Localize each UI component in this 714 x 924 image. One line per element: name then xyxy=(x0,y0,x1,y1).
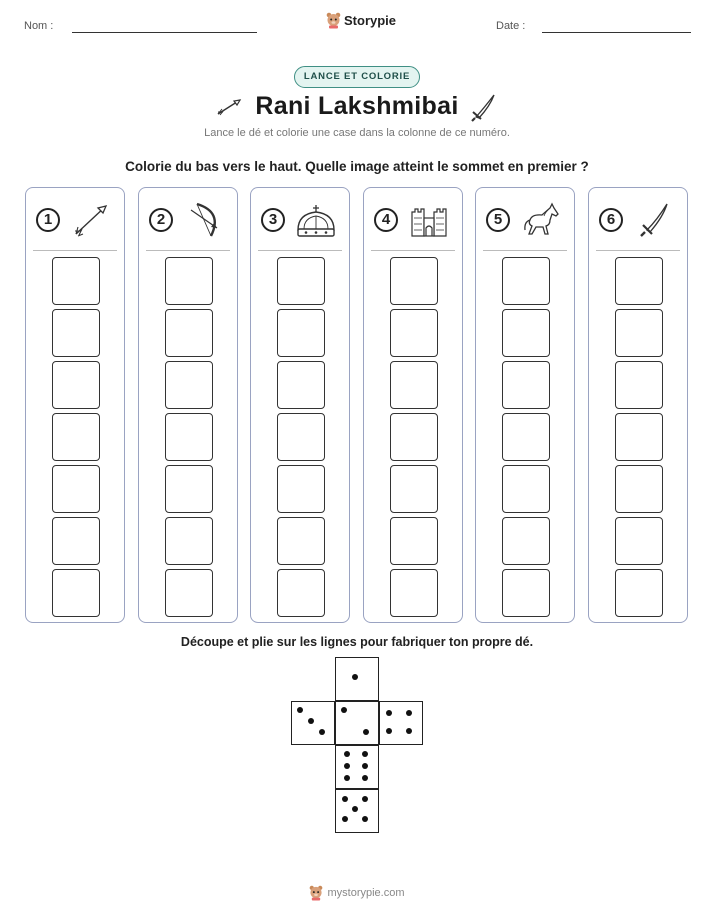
color-cell[interactable] xyxy=(165,569,213,617)
column-divider xyxy=(596,250,680,251)
color-cell[interactable] xyxy=(615,309,663,357)
color-cell[interactable] xyxy=(502,517,550,565)
die-face-1 xyxy=(335,657,379,701)
column-divider xyxy=(258,250,342,251)
column-number: 4 xyxy=(374,208,398,232)
color-cell[interactable] xyxy=(277,465,325,513)
color-cell[interactable] xyxy=(615,569,663,617)
column-number: 6 xyxy=(599,208,623,232)
pip xyxy=(308,718,314,724)
instruction-text: Colorie du bas vers le haut. Quelle image atteint le sommet en premier ? xyxy=(125,159,589,174)
column-1 xyxy=(25,187,125,623)
sword-icon xyxy=(633,200,675,240)
pip xyxy=(297,707,303,713)
color-cell[interactable] xyxy=(165,257,213,305)
bow-icon xyxy=(183,200,225,240)
color-cell[interactable] xyxy=(52,465,100,513)
die-face-5 xyxy=(335,789,379,833)
name-label: Nom : xyxy=(24,20,54,32)
pip xyxy=(362,763,368,769)
color-cell[interactable] xyxy=(390,517,438,565)
color-cell[interactable] xyxy=(277,309,325,357)
pip xyxy=(352,806,358,812)
sword-decoration-icon xyxy=(470,92,498,122)
column-divider xyxy=(371,250,455,251)
color-cell[interactable] xyxy=(615,257,663,305)
color-cell[interactable] xyxy=(502,465,550,513)
brand-logo xyxy=(326,12,396,29)
pip xyxy=(386,728,392,734)
pip xyxy=(362,796,368,802)
pip xyxy=(386,710,392,716)
column-4 xyxy=(363,187,463,623)
arrow-icon xyxy=(70,200,112,240)
column-6 xyxy=(588,187,688,623)
pip xyxy=(344,751,350,757)
horse-icon xyxy=(520,200,562,240)
pip xyxy=(341,707,347,713)
footer-link[interactable]: mystorypie.com xyxy=(327,887,405,899)
crown-icon xyxy=(295,200,337,240)
color-cell[interactable] xyxy=(390,361,438,409)
pip xyxy=(406,710,412,716)
pip xyxy=(363,729,369,735)
die-face-2 xyxy=(335,701,379,745)
column-number: 3 xyxy=(261,208,285,232)
pip xyxy=(362,775,368,781)
color-cell[interactable] xyxy=(165,309,213,357)
fort-icon xyxy=(408,200,450,240)
color-cell[interactable] xyxy=(52,361,100,409)
color-cell[interactable] xyxy=(277,257,325,305)
column-number: 1 xyxy=(36,208,60,232)
page-subtitle: Lance le dé et colorie une case dans la colonne de ce numéro. xyxy=(204,127,510,139)
color-cell[interactable] xyxy=(277,517,325,565)
color-cell[interactable] xyxy=(277,361,325,409)
color-cell[interactable] xyxy=(390,257,438,305)
color-cell[interactable] xyxy=(165,517,213,565)
color-cell[interactable] xyxy=(502,413,550,461)
die-instruction: Découpe et plie sur les lignes pour fabriquer ton propre dé. xyxy=(180,635,534,649)
color-cell[interactable] xyxy=(390,309,438,357)
color-cell[interactable] xyxy=(390,465,438,513)
column-5 xyxy=(475,187,575,623)
pip xyxy=(319,729,325,735)
die-face-6 xyxy=(335,745,379,789)
color-cell[interactable] xyxy=(390,569,438,617)
color-cell[interactable] xyxy=(52,309,100,357)
column-2 xyxy=(138,187,238,623)
column-divider xyxy=(483,250,567,251)
color-cell[interactable] xyxy=(277,569,325,617)
color-cell[interactable] xyxy=(615,517,663,565)
pip xyxy=(406,728,412,734)
color-cell[interactable] xyxy=(615,361,663,409)
color-cell[interactable] xyxy=(165,465,213,513)
pip xyxy=(344,763,350,769)
column-number: 2 xyxy=(149,208,173,232)
color-cell[interactable] xyxy=(502,309,550,357)
color-cell[interactable] xyxy=(615,465,663,513)
color-cell[interactable] xyxy=(52,569,100,617)
color-cell[interactable] xyxy=(165,413,213,461)
color-cell[interactable] xyxy=(165,361,213,409)
footer xyxy=(0,885,714,901)
pip xyxy=(352,674,358,680)
pip xyxy=(342,816,348,822)
die-face-4 xyxy=(379,701,423,745)
column-3 xyxy=(250,187,350,623)
date-line[interactable] xyxy=(542,32,691,33)
color-cell[interactable] xyxy=(52,413,100,461)
color-cell[interactable] xyxy=(502,569,550,617)
pip xyxy=(362,751,368,757)
color-cell[interactable] xyxy=(52,257,100,305)
die-face-3 xyxy=(291,701,335,745)
activity-badge: LANCE ET COLORIE xyxy=(294,66,420,88)
column-divider xyxy=(146,250,230,251)
color-cell[interactable] xyxy=(390,413,438,461)
date-label: Date : xyxy=(496,20,526,32)
pip xyxy=(362,816,368,822)
color-cell[interactable] xyxy=(615,413,663,461)
brand-name: Storypie xyxy=(344,13,397,28)
color-cell[interactable] xyxy=(502,361,550,409)
page-title: Rani Lakshmibai xyxy=(255,92,459,120)
color-cell[interactable] xyxy=(502,257,550,305)
color-cell[interactable] xyxy=(277,413,325,461)
pip xyxy=(342,796,348,802)
column-number: 5 xyxy=(486,208,510,232)
mascot-icon xyxy=(326,12,341,29)
color-cell[interactable] xyxy=(52,517,100,565)
name-line[interactable] xyxy=(72,32,257,33)
pip xyxy=(344,775,350,781)
mascot-icon xyxy=(309,885,323,901)
column-divider xyxy=(33,250,117,251)
